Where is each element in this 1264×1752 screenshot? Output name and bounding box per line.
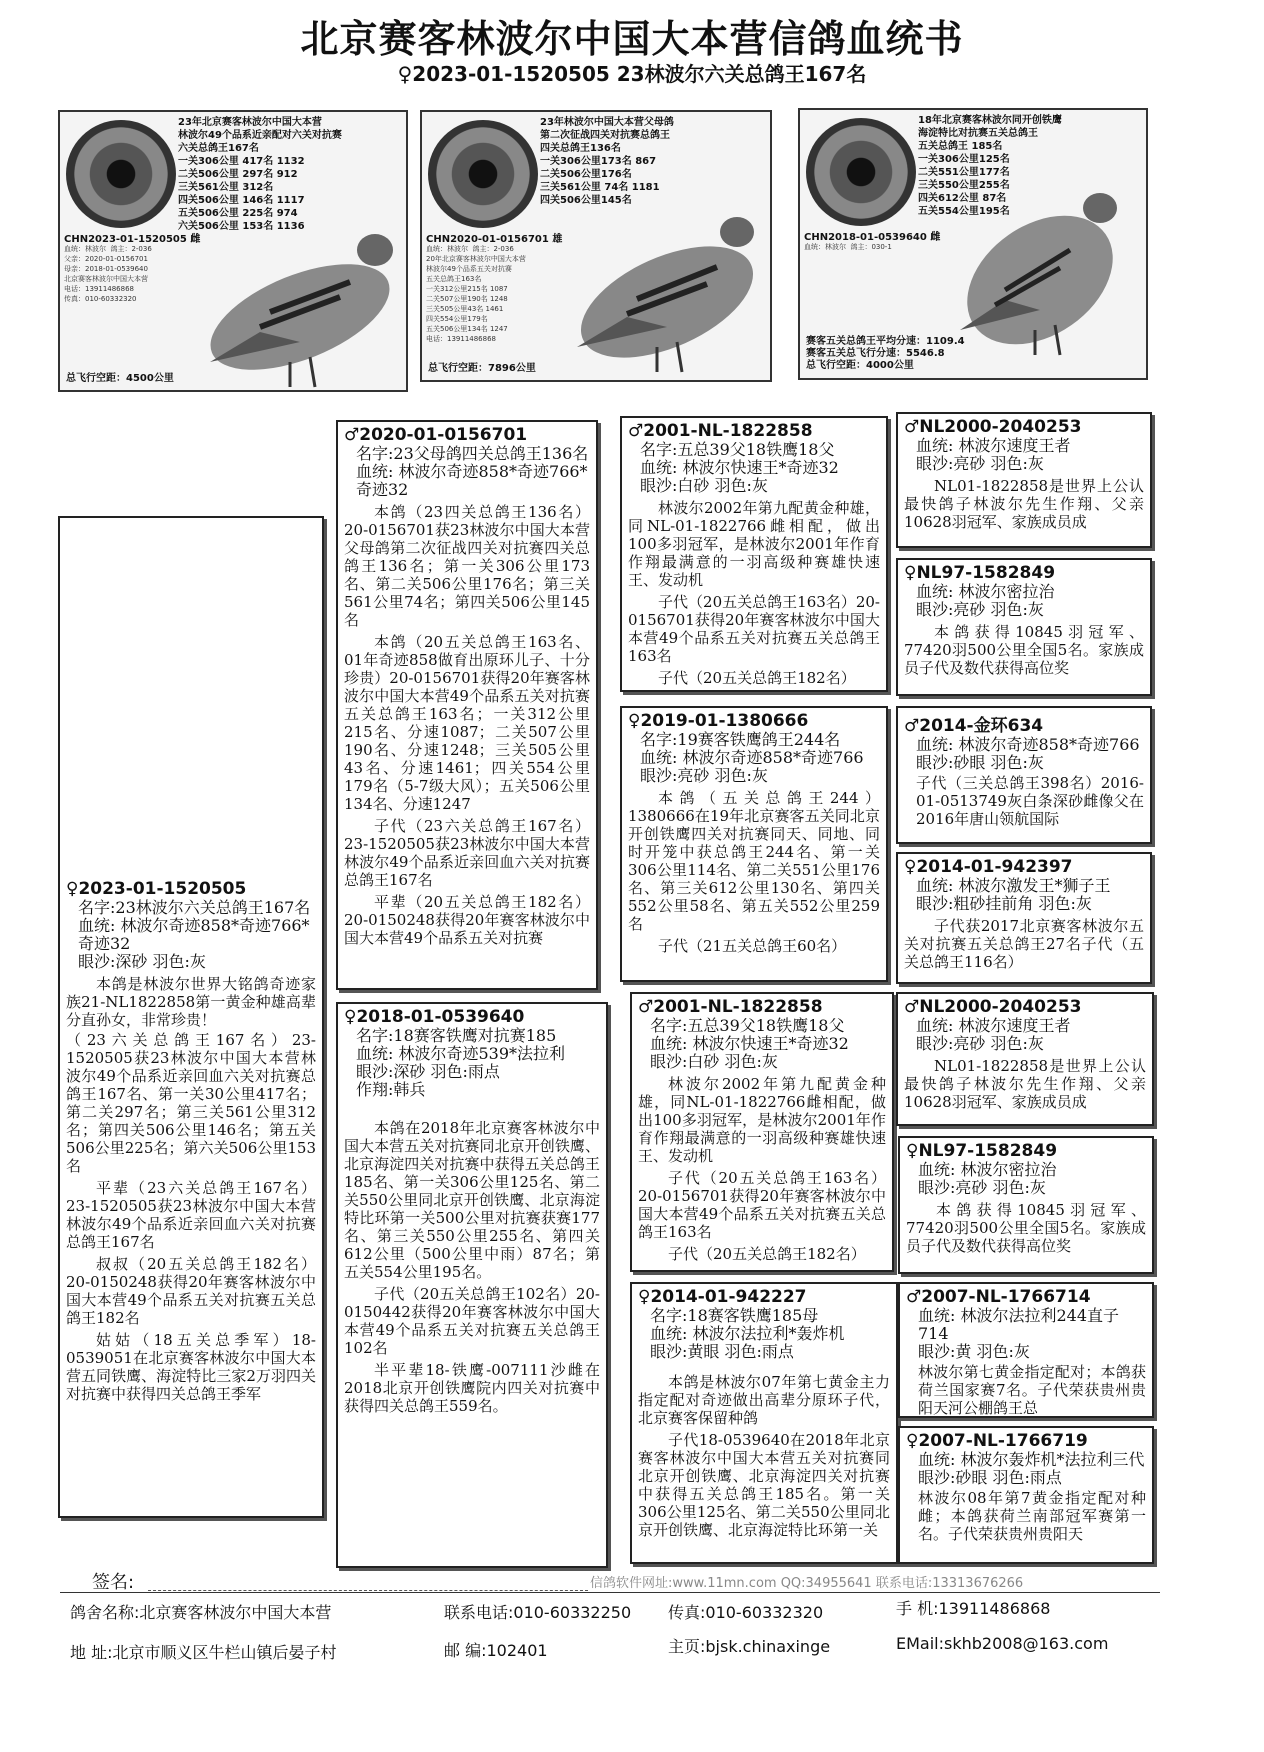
bird-description: 本鸽是林波尔世界大铭鸽奇迹家族21-NL1822858第一黄金种雄高辈分直孙女，非常珍贵！: [66, 975, 316, 1029]
photo-ring: CHN2020-01-0156701 雄: [426, 234, 563, 245]
ring-number: ♂2007-NL-1766714: [906, 1287, 1091, 1307]
bird-aunt: 姑姑（18五关总季军）18-0539051在北京赛客林波尔中国大本营五同铁鹰、海淀特比三家2万羽四关对抗赛中获得四关总鸽王季军: [66, 1331, 316, 1403]
ggp-card-6: [898, 1136, 1154, 1274]
bird-offspring: 子代（20五关总鸽王182名）: [668, 1245, 866, 1263]
bird-bloodline: 血统: 林波尔激发王*狮子王: [916, 876, 1111, 895]
photo-distance: 总飞行空距：4500公里: [66, 373, 174, 384]
bird-sibling: 半平辈18-铁鹰-007111沙雌在2018北京开创铁鹰院内四关对抗赛中获得四关总鸽王559名。: [344, 1361, 600, 1415]
bird-bloodline: 血统: 林波尔奇迹858*奇迹766: [640, 748, 864, 767]
photo-caption: 23年林波尔中国大本营父母鸽 第二次征战四关对抗赛总鸽王 四关总鸽王136名 一关306公里173名 867 二关506公里176名 三关561公里 74名 1181 四关506公里145名: [540, 117, 674, 206]
loft-address: 地 址:北京市顺义区牛栏山镇后晏子村: [70, 1643, 337, 1662]
photo-ring: CHN2018-01-0539640 雌: [804, 232, 941, 243]
bird-record: 本鸽（23四关总鸽王136名）20-0156701获23林波尔中国大本营父母鸽第二次征战四关对抗赛四关总鸽王136名；第一关306公里173名、第二关506公里176名；第三关561公里74名；第四关506公里145名: [344, 503, 590, 629]
bird-eye-color: 眼沙:黄 羽色:灰: [918, 1342, 1030, 1361]
photo-details: 血统：林波尔 鸽主：2-036 父亲：2020-01-0156701 母亲：2018-01-0539640 北京赛客林波尔中国大本营 电话：13911486868 传真：010-60332320: [64, 245, 152, 303]
bird-trainer: 作翔:韩兵: [356, 1080, 426, 1099]
bird-name: 名字:19赛客铁鹰鸽王244名: [640, 730, 841, 749]
ring-number: ♀2014-01-942227: [638, 1287, 807, 1307]
bird-name: 名字:五总39父18铁鹰18父: [650, 1016, 845, 1035]
ring-number: ♀2007-NL-1766719: [906, 1431, 1088, 1451]
ring-number: ♂2014-金环634: [904, 716, 1044, 736]
dam-card: [336, 1002, 608, 1568]
photo-dam: [798, 108, 1148, 380]
bird-offspring: 子代（20五关总鸽王163名）20-0156701获得20年赛客林波尔中国大本营49个品系五关对抗赛五关总鸽王163名: [628, 593, 880, 665]
sire-dam-card: [620, 706, 888, 982]
ring-number: ♂NL2000-2040253: [904, 997, 1082, 1017]
photo-details: 血统：林波尔 鸽主：030-1: [804, 243, 892, 251]
ring-number: ♂2001-NL-1822858: [638, 997, 823, 1017]
ring-number: ♀2014-01-942397: [904, 857, 1073, 877]
ggp-card-2: [896, 558, 1152, 696]
ring-number: ♀2023-01-1520505: [66, 879, 247, 899]
bird-bloodline: 血统: 林波尔奇迹858*奇迹766: [916, 735, 1140, 754]
signature-line: [148, 1590, 588, 1591]
bird-eye-color: 眼沙:白砂 羽色:灰: [650, 1052, 778, 1071]
dam-dam-card: [630, 1282, 898, 1564]
bird-bloodline: 血统: 林波尔法拉利*轰炸机: [650, 1324, 845, 1343]
bird-description: NL01-1822858是世界上公认最快鸽子林波尔先生作翔、父亲10628羽冠军、家族成员成: [904, 1057, 1146, 1111]
page-title: 北京赛客林波尔中国大本营信鸽血统书: [300, 17, 964, 61]
footer-divider: [60, 1592, 1160, 1593]
bird-bloodline: 血统: 林波尔奇迹539*法拉利: [356, 1044, 566, 1063]
bird-name: 名字:23父母鸽四关总鸽王136名: [356, 444, 589, 463]
ggp-card-7: [898, 1282, 1154, 1418]
bird-name: 名字:五总39父18铁鹰18父: [640, 440, 835, 459]
loft-fax: 传真:010-60332320: [668, 1603, 824, 1622]
ggp-card-5: [896, 992, 1154, 1126]
bird-name: 名字:23林波尔六关总鸽王167名: [78, 898, 311, 917]
bird-eye-color: 眼沙:亮砂 羽色:灰: [916, 600, 1044, 619]
photo-ring: CHN2023-01-1520505 雌: [64, 234, 201, 245]
dam-sire-card: [630, 992, 894, 1272]
bird-eye-color: 眼沙:砂眼 羽色:雨点: [918, 1468, 1062, 1487]
bird-description: 本鸽是林波尔07年第七黄金主力指定配对奇迹做出高辈分原环子代，北京赛客保留种鸽: [638, 1373, 890, 1427]
eye-photo: [428, 120, 538, 228]
ring-number: ♀2018-01-0539640: [344, 1007, 525, 1027]
software-info: 信鸽软件网址:www.11mn.com QQ:34955641 联系电话:13313676266: [590, 1576, 1024, 1591]
ggp-card-1: [896, 412, 1152, 548]
page-subtitle: ♀2023-01-1520505 23林波尔六关总鸽王167名: [397, 62, 867, 86]
ring-number: ♂2001-NL-1822858: [628, 421, 813, 441]
bird-uncle: 叔叔（20五关总鸽王182名）20-0150248获得20年赛客林波尔中国大本营49个品系五关对抗赛五关总鸽王182名: [66, 1255, 316, 1327]
ring-number: ♀2019-01-1380666: [628, 711, 809, 731]
bird-eye-color: 眼沙:白砂 羽色:灰: [640, 476, 768, 495]
pigeon-image: [930, 180, 1145, 360]
sire-sire-card: [620, 416, 888, 692]
bird-offspring: 子代（23六关总鸽王167名）23-1520505获23林波尔中国大本营林波尔49个品系近亲回血六关对抗赛总鸽王167名: [344, 817, 590, 889]
bird-bloodline: 血统: 林波尔密拉治: [916, 582, 1055, 601]
bird-bloodline: 血统: 林波尔快速王*奇迹32: [650, 1034, 849, 1053]
bird-description: 林波尔08年第7黄金指定配对种雌；本鸽获荷兰南部冠军赛第一名。子代荣获贵州贵阳天: [918, 1489, 1146, 1543]
ggp-card-3: [896, 706, 1152, 844]
signature-label: 签名:: [92, 1572, 135, 1593]
bird-bloodline: 血统: 林波尔速度王者: [916, 436, 1071, 455]
ring-number: ♂NL2000-2040253: [904, 417, 1082, 437]
ring-number: ♀NL97-1582849: [904, 563, 1056, 583]
bird-record: （23六关总鸽王167名）23-1520505获23林波尔中国大本营林波尔49个品系近亲回血六关对抗赛总鸽王167名、第一关30公里417名；第二关297名；第三关561公里312名；第四关506公里146名；第五关506公里225名；第六关506公里153名: [66, 1031, 316, 1175]
bird-bloodline: 血统: 林波尔快速王*奇迹32: [640, 458, 839, 477]
pigeon-image: [557, 207, 772, 377]
eye-photo: [806, 118, 916, 226]
loft-email-link[interactable]: EMail:skhb2008@163.com: [896, 1634, 1109, 1653]
bird-bloodline: 血统: 林波尔密拉治: [918, 1160, 1057, 1179]
bird-bloodline: 血统: 林波尔奇迹858*奇迹766*奇迹32: [78, 916, 310, 953]
bird-description: 林波尔2002年第九配黄金种雄，同NL-01-1822766雌相配，做出100多羽冠军，是林波尔2001年作育作翔最满意的一羽高级种赛雄快速王、发动机: [628, 499, 880, 589]
bird-eye-color: 眼沙:亮砂 羽色:灰: [918, 1178, 1046, 1197]
photo-distance: 赛客五关总鸽王平均分速：1109.4 赛客五关总飞行分速：5546.8 总飞行空距：4000公里: [806, 336, 965, 371]
loft-postcode: 邮 编:102401: [444, 1641, 548, 1660]
bird-description: 林波尔第七黄金指定配对；本鸽获荷兰国家赛7名。子代荣获贵州贵阳天河公棚鸽王总: [918, 1363, 1146, 1417]
bird-offspring: 子代（20五关总鸽王163名）20-0156701获得20年赛客林波尔中国大本营49个品系五关对抗赛五关总鸽王163名: [638, 1169, 886, 1241]
bird-sibling: 平辈（23六关总鸽王167名）23-1520505获23林波尔中国大本营林波尔49个品系近亲回血六关对抗赛总鸽王167名: [66, 1179, 316, 1251]
bird-bloodline: 血统: 林波尔法拉利244直子714: [918, 1306, 1120, 1343]
bird-offspring: 子代获2017北京赛客林波尔五关对抗赛五关总鸽王27名子代（五关总鸽王116名）: [904, 917, 1144, 971]
loft-homepage-link[interactable]: 主页:bjsk.chinaxinge: [668, 1637, 831, 1656]
loft-name: 鸽舍名称:北京赛客林波尔中国大本营: [70, 1603, 332, 1622]
eye-photo: [66, 120, 176, 228]
bird-offspring: 子代（20五关总鸽王182名）: [658, 669, 856, 687]
pigeon-image: [190, 222, 408, 392]
photo-sire: [420, 110, 772, 382]
bird-bloodline: 血统: 林波尔速度王者: [916, 1016, 1071, 1035]
bird-eye-color: 眼沙:亮砂 羽色:灰: [916, 454, 1044, 473]
bird-sibling: 平辈（20五关总鸽王182名）20-0150248获得20年赛客林波尔中国大本营49个品系五关对抗赛: [344, 893, 590, 947]
photo-caption: 18年北京赛客林波尔同开创铁鹰 海淀特比对抗赛五关总鸽王 五关总鸽王 185名 一关306公里125名 二关551公里177名 三关550公里255名 四关612公里 87名 五关554公里195名: [918, 115, 1062, 217]
ggp-card-8: [898, 1426, 1154, 1564]
bird-offspring: 子代（20五关总鸽王102名）20-0150442获得20年赛客林波尔中国大本营49个品系五关对抗赛五关总鸽王102名: [344, 1285, 600, 1357]
bird-bloodline: 血统: 林波尔奇迹858*奇迹766*奇迹32: [356, 462, 588, 499]
loft-tel: 联系电话:010-60332250: [444, 1603, 632, 1622]
photo-details: 血统：林波尔 鸽主：2-036 20年北京赛客林波尔中国大本营 林波尔49个品系五关对抗赛 五关总鸽王163名 一关312公里215名 1087 二关507公里190名 1248 三关505公里43名 1461 四关554公里179名 五关506公里134名 1247 电话：13911486868: [426, 245, 526, 343]
bird-eye-color: 眼沙:砂眼 羽色:灰: [916, 753, 1044, 772]
bird-eye-color: 眼沙:亮砂 羽色:灰: [640, 766, 768, 785]
bird-description: 本鸽获得10845羽冠军、77420羽500公里全国5名。家族成员子代及数代获得高位奖: [906, 1201, 1146, 1255]
bird-eye-color: 眼沙:深砂 羽色:雨点: [356, 1062, 500, 1081]
bird-offspring: 子代（21五关总鸽王60名）: [658, 937, 847, 955]
bird-description: 林波尔2002年第九配黄金种雄，同NL-01-1822766雌相配，做出100多羽冠军，是林波尔2001年作育作翔最满意的一羽高级种赛雄快速王、发动机: [638, 1075, 886, 1165]
bird-record: 本鸽（20五关总鸽王163名、01年奇迹858做育出原环儿子、十分珍贵）20-0156701获得20年赛客林波尔中国大本营49个品系五关对抗赛五关总鸽王163名；一关312公里215名、分速1087；二关507公里190名、分速1248；三关505公里43名、分速1461；四关554公里179名（5-7级大风）；五关506公里134名、分速1247: [344, 633, 590, 813]
photo-caption: 23年北京赛客林波尔中国大本营 林波尔49个品系近亲配对六关对抗赛 六关总鸽王167名 一关306公里 417名 1132 二关506公里 297名 912 三关561公里 312名 四关506公里 146名 1117 五关506公里 225名 974 六关506公里 153名 1136: [178, 117, 342, 232]
ggp-card-4: [896, 852, 1152, 984]
main-bird-card: [58, 516, 324, 1518]
bird-bloodline: 血统: 林波尔轰炸机*法拉利三代: [918, 1450, 1145, 1469]
bird-record: 本鸽（五关总鸽王244）1380666在19年北京赛客五关同北京开创铁鹰四关对抗赛同天、同地、同时开笼中获总鸽王244名、第一关306公里114名、第二关551公里176名、第三关612公里130名、第四关552公里58名、第五关552公里259名: [628, 789, 880, 933]
bird-description: NL01-1822858是世界上公认最快鸽子林波尔先生作翔、父亲10628羽冠军、家族成员成: [904, 477, 1144, 531]
sire-card: [336, 420, 598, 990]
bird-name: 名字:18赛客铁鹰185母: [650, 1306, 819, 1325]
ring-number: ♀NL97-1582849: [906, 1141, 1058, 1161]
bird-eye-color: 眼沙:深砂 羽色:灰: [78, 952, 206, 971]
bird-eye-color: 眼沙:粗砂挂前角 羽色:灰: [916, 894, 1092, 913]
bird-offspring: 子代（三关总鸽王398名）2016-01-0513749灰白条深砂雌像父在2016年唐山领航国际: [916, 774, 1144, 828]
photo-main: [58, 110, 408, 392]
bird-record: 本鸽在2018年北京赛客林波尔中国大本营五关对抗赛同北京开创铁鹰、北京海淀四关对抗赛中获得五关总鸽王185名、第一关306公里125名、第二关550公里同北京开创铁鹰、北京海淀特比环第一关500公里对抗赛获赛177名、第三关550公里255名、第四关612公里（500公里中雨）87名；第五关554公里195名。: [344, 1119, 600, 1281]
bird-eye-color: 眼沙:黄眼 羽色:雨点: [650, 1342, 794, 1361]
bird-name: 名字:18赛客铁鹰对抗赛185: [356, 1026, 557, 1045]
bird-offspring: 子代18-0539640在2018年北京赛客林波尔中国大本营五关对抗赛同北京开创铁鹰、北京海淀四关对抗赛中获得五关总鸽王185名。第一关306公里125名、第二关550公里同北京开创铁鹰、北京海淀特比环第一关: [638, 1431, 890, 1539]
bird-description: 本鸽获得10845羽冠军、77420羽500公里全国5名。家族成员子代及数代获得高位奖: [904, 623, 1144, 677]
photo-distance: 总飞行空距：7896公里: [428, 363, 536, 374]
loft-mobile: 手 机:13911486868: [896, 1599, 1051, 1618]
bird-eye-color: 眼沙:亮砂 羽色:灰: [916, 1034, 1044, 1053]
ring-number: ♂2020-01-0156701: [344, 425, 528, 445]
